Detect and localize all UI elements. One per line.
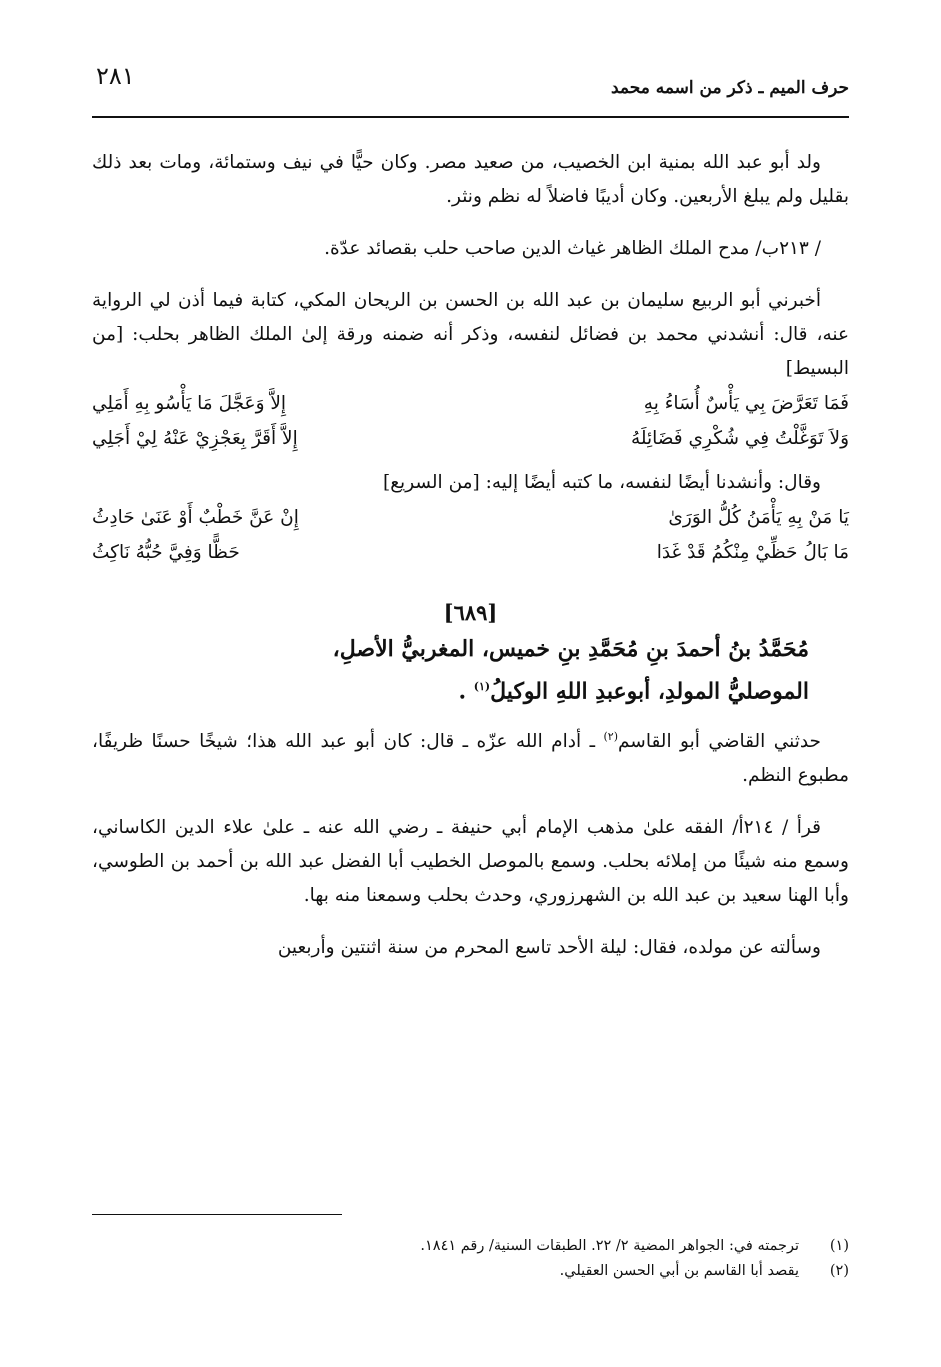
paragraph-studies: قرأ / ٢١٤أ/ الفقه علىٰ مذهب الإمام أبي حنيفة ـ رضي الله عنه ـ علىٰ علاء الدين الكاساني، وسمع منه شيئًا من إملائه بحلب. وسمع بالموصل الخطيب أبا الفضل عبد الله بن أحمد بن الطوسي، وأبا الهنا سعيد بن عبد الله بن الشهرزوري، وحدث بحلب وسمعنا منه بها. xyxy=(92,817,849,907)
poem-sari xyxy=(92,500,849,570)
footnote xyxy=(92,1234,849,1259)
page-body xyxy=(92,146,849,965)
footnote-ref: (١) xyxy=(473,680,491,693)
footnote-text: ترجمته في: الجواهر المضية ٢/ ٢٢. الطبقات السنية/ رقم ١٨٤١. xyxy=(420,1238,799,1254)
footnote-rule xyxy=(92,1214,342,1215)
footnote-mark: (٢) xyxy=(829,1263,849,1279)
hemistich-first: وَلاَ تَوَغَّلْتُ فِي شُكْرِي فَضَائِلَهُ xyxy=(630,428,849,449)
poem-line xyxy=(92,535,849,570)
paragraph-birth-date: وسألته عن مولده، فقال: ليلة الأحد تاسع المحرم من سنة اثنتين وأربعين xyxy=(277,937,821,959)
footnotes xyxy=(92,1234,849,1284)
poem-basit xyxy=(92,386,849,456)
paragraph-text: حدثني القاضي أبو القاسم xyxy=(618,731,821,753)
hemistich-second: إِنْ عَنَّ خَطْبٌ أَوْ عَنَىٰ حَادِثُ xyxy=(92,507,299,528)
entry-title-text: الموصليُّ المولدِ، أبوعبدِ اللهِ الوكيلُ xyxy=(490,678,809,705)
running-title: حرف الميم ـ ذكر من اسمه محمد xyxy=(610,78,849,98)
paragraph-second-poem-intro: وقال: وأنشدنا أيضًا لنفسه، ما كتبه أيضًا إليه: [من السريع] xyxy=(382,472,821,493)
footnote-text: يقصد أبا القاسم بن أبي الحسن العقيلي. xyxy=(559,1263,799,1279)
hemistich-second: حَظًّا وَفِيَّ حُبُّهُ نَاكِثُ xyxy=(92,542,240,563)
paragraph-narration: أخبرني أبو الربيع سليمان بن عبد الله بن الحسن بن الريحان المكي، كتابة فيما أذن لي الرواية عنه، قال: أنشدني محمد بن فضائل لنفسه، وذكر أنه ضمنه ورقة إلىٰ الملك الظاهر بحلب: [من البسيط] xyxy=(92,290,849,379)
poem-line xyxy=(92,421,849,456)
page-header xyxy=(92,62,849,112)
hemistich-first: فَمَا تَعَرَّضَ بِي يَأْسٌ أُسَاءُ بِهِ xyxy=(643,393,849,414)
hemistich-second: إِلاَّ وَعَجَّلَ مَا يَأْسُو بِهِ أَمَلِي xyxy=(92,393,287,414)
entry-number: [٦٨٩] xyxy=(443,600,498,625)
poem-line xyxy=(92,500,849,535)
book-page xyxy=(92,0,849,1367)
entry-title-end: . xyxy=(458,678,467,705)
entry-title-line: مُحَمَّدُ بنُ أحمدَ بنِ مُحَمَّدِ بنِ خميس، المغربيُّ الأصلِ، xyxy=(332,636,809,662)
hemistich-first: يَا مَنْ بِهِ يَأْمَنُ كُلُّ الوَرَىٰ xyxy=(668,507,849,528)
footnote xyxy=(92,1259,849,1284)
entry-title xyxy=(92,630,849,710)
paragraph-birth: ولد أبو عبد الله بمنية ابن الخصيب، من صعيد مصر. وكان حيًّا في نيف وستمائة، ومات بعد ذلك بقليل ولم يبلغ الأربعين. وكان أديبًا فاضلاً له نظم ونثر. xyxy=(92,152,849,207)
header-rule xyxy=(92,116,849,118)
poem-line xyxy=(92,386,849,421)
entry-title-line xyxy=(92,668,809,710)
paragraph-teacher xyxy=(92,720,849,793)
hemistich-first: مَا بَالُ حَظِّيْ مِنْكُمُ قَدْ غَدَا xyxy=(656,542,849,563)
page-number: ٢٨١ xyxy=(96,62,135,90)
hemistich-second: إِلاَّ أَقَرَّ بِعَجْزِيْ عَنْهُ لِيْ أَجَلِي xyxy=(92,428,298,449)
paragraph-folio-213b: / ٢١٣ب/ مدح الملك الظاهر غياث الدين صاحب حلب بقصائد عدّة. xyxy=(324,238,821,259)
paragraph-text: ـ أدام الله عزّه ـ قال: كان أبو عبد الله هذا؛ شيخًا حسنًا ظريفًا، مطبوع النظم. xyxy=(92,731,849,787)
footnote-ref: (٢) xyxy=(603,730,618,744)
footnote-mark: (١) xyxy=(829,1238,849,1254)
